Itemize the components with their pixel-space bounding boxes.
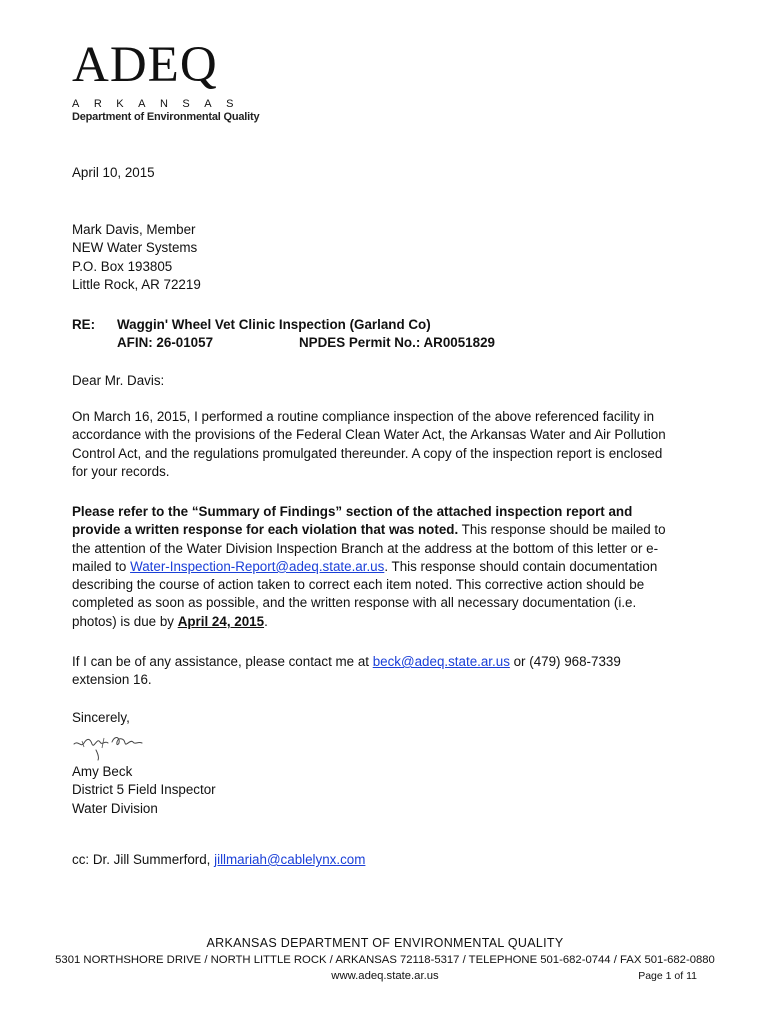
re-afin: AFIN: 26-01057 — [117, 335, 214, 351]
logo-state: ARKANSAS — [72, 98, 248, 110]
salutation — [72, 372, 702, 390]
recipient-line: Mark Davis, Member — [72, 222, 196, 237]
adeq-logo — [72, 37, 292, 123]
text: cc: Dr. Jill Summerford, — [72, 852, 215, 867]
closing — [72, 709, 702, 727]
recipient-line: P.O. Box 193805 — [72, 258, 173, 274]
text: If I can be of any assistance, please contact me at — [72, 654, 373, 669]
cc-email-link[interactable]: jillmariah@cablelynx.com — [214, 852, 366, 867]
paragraph-1 — [72, 408, 702, 481]
text: mailed to — [72, 558, 131, 574]
text: photos) is due by — [72, 613, 178, 629]
signer-block — [72, 763, 702, 818]
logo-wordmark: ADEQ — [72, 37, 218, 93]
paragraph-line: On March 16, 2015, I performed a routine compliance inspection of the above referenced facility in — [72, 409, 655, 424]
paragraph-line — [72, 521, 702, 539]
paragraph-line — [72, 558, 702, 576]
cc-line — [72, 851, 702, 869]
signer-title: District 5 Field Inspector — [72, 782, 216, 798]
paragraph-line — [72, 613, 702, 631]
date-text: April 10, 2015 — [72, 165, 155, 180]
text: This response should be mailed to — [458, 522, 666, 538]
signer-division: Water Division — [72, 800, 158, 816]
signer-name: Amy Beck — [72, 764, 133, 779]
page-number: Page 1 of 11 — [638, 970, 697, 982]
due-date: April 24, 2015 — [177, 613, 265, 629]
paragraph-line: accordance with the provisions of the Federal Clean Water Act, the Arkansas Water and Air Pollution — [72, 427, 666, 443]
text: . — [264, 613, 268, 629]
text: . This response should contain documentation — [384, 558, 658, 574]
paragraph-line: Control Act, and the regulations promulgated thereunder. A copy of the inspection report is enclosed — [72, 445, 663, 461]
paragraph-3 — [72, 653, 702, 690]
logo-department: Department of Environmental Quality — [72, 111, 260, 123]
re-subject: Waggin' Wheel Vet Clinic Inspection (Garland Co) — [117, 317, 431, 332]
cc-text — [72, 851, 702, 869]
footer-organization: ARKANSAS DEPARTMENT OF ENVIRONMENTAL QUALITY — [206, 936, 564, 950]
signature-image — [72, 728, 144, 762]
paragraph-2 — [72, 503, 702, 631]
re-npdes: NPDES Permit No.: AR0051829 — [299, 335, 495, 351]
paragraph-line: for your records. — [72, 463, 170, 479]
salutation-text: Dear Mr. Davis: — [72, 373, 165, 388]
closing-text: Sincerely, — [72, 710, 130, 725]
paragraph-line: describing the course of action taken to correct each item noted. This corrective action should be — [72, 577, 645, 593]
paragraph-line: extension 16. — [72, 672, 152, 688]
paragraph-line: the attention of the Water Division Inspection Branch at the address at the bottom of this letter or e- — [72, 540, 659, 556]
report-email-link[interactable]: Water-Inspection-Report@adeq.state.ar.us — [130, 558, 385, 574]
paragraph-line: completed as soon as possible, and the written response with all necessary documentation (i.e. — [72, 595, 637, 611]
recipient-address — [72, 221, 702, 294]
footer-address: 5301 NORTHSHORE DRIVE / NORTH LITTLE ROCK / ARKANSAS 72118-5317 / TELEPHONE 501-682-0744 / FAX 501-682-0880 — [55, 954, 715, 966]
paragraph-line — [72, 653, 702, 671]
recipient-line: NEW Water Systems — [72, 240, 198, 256]
bold-text: provide a written response for each violation that was noted. — [72, 522, 459, 538]
text: or (479) 968-7339 — [509, 654, 621, 669]
letter-date — [72, 164, 702, 182]
footer-website: www.adeq.state.ar.us — [331, 970, 439, 982]
inspector-email-link[interactable]: beck@adeq.state.ar.us — [372, 654, 510, 669]
paragraph-line: Please refer to the “Summary of Findings” section of the attached inspection report and — [72, 504, 633, 519]
re-label: RE: — [72, 317, 96, 332]
recipient-line: Little Rock, AR 72219 — [72, 276, 201, 292]
